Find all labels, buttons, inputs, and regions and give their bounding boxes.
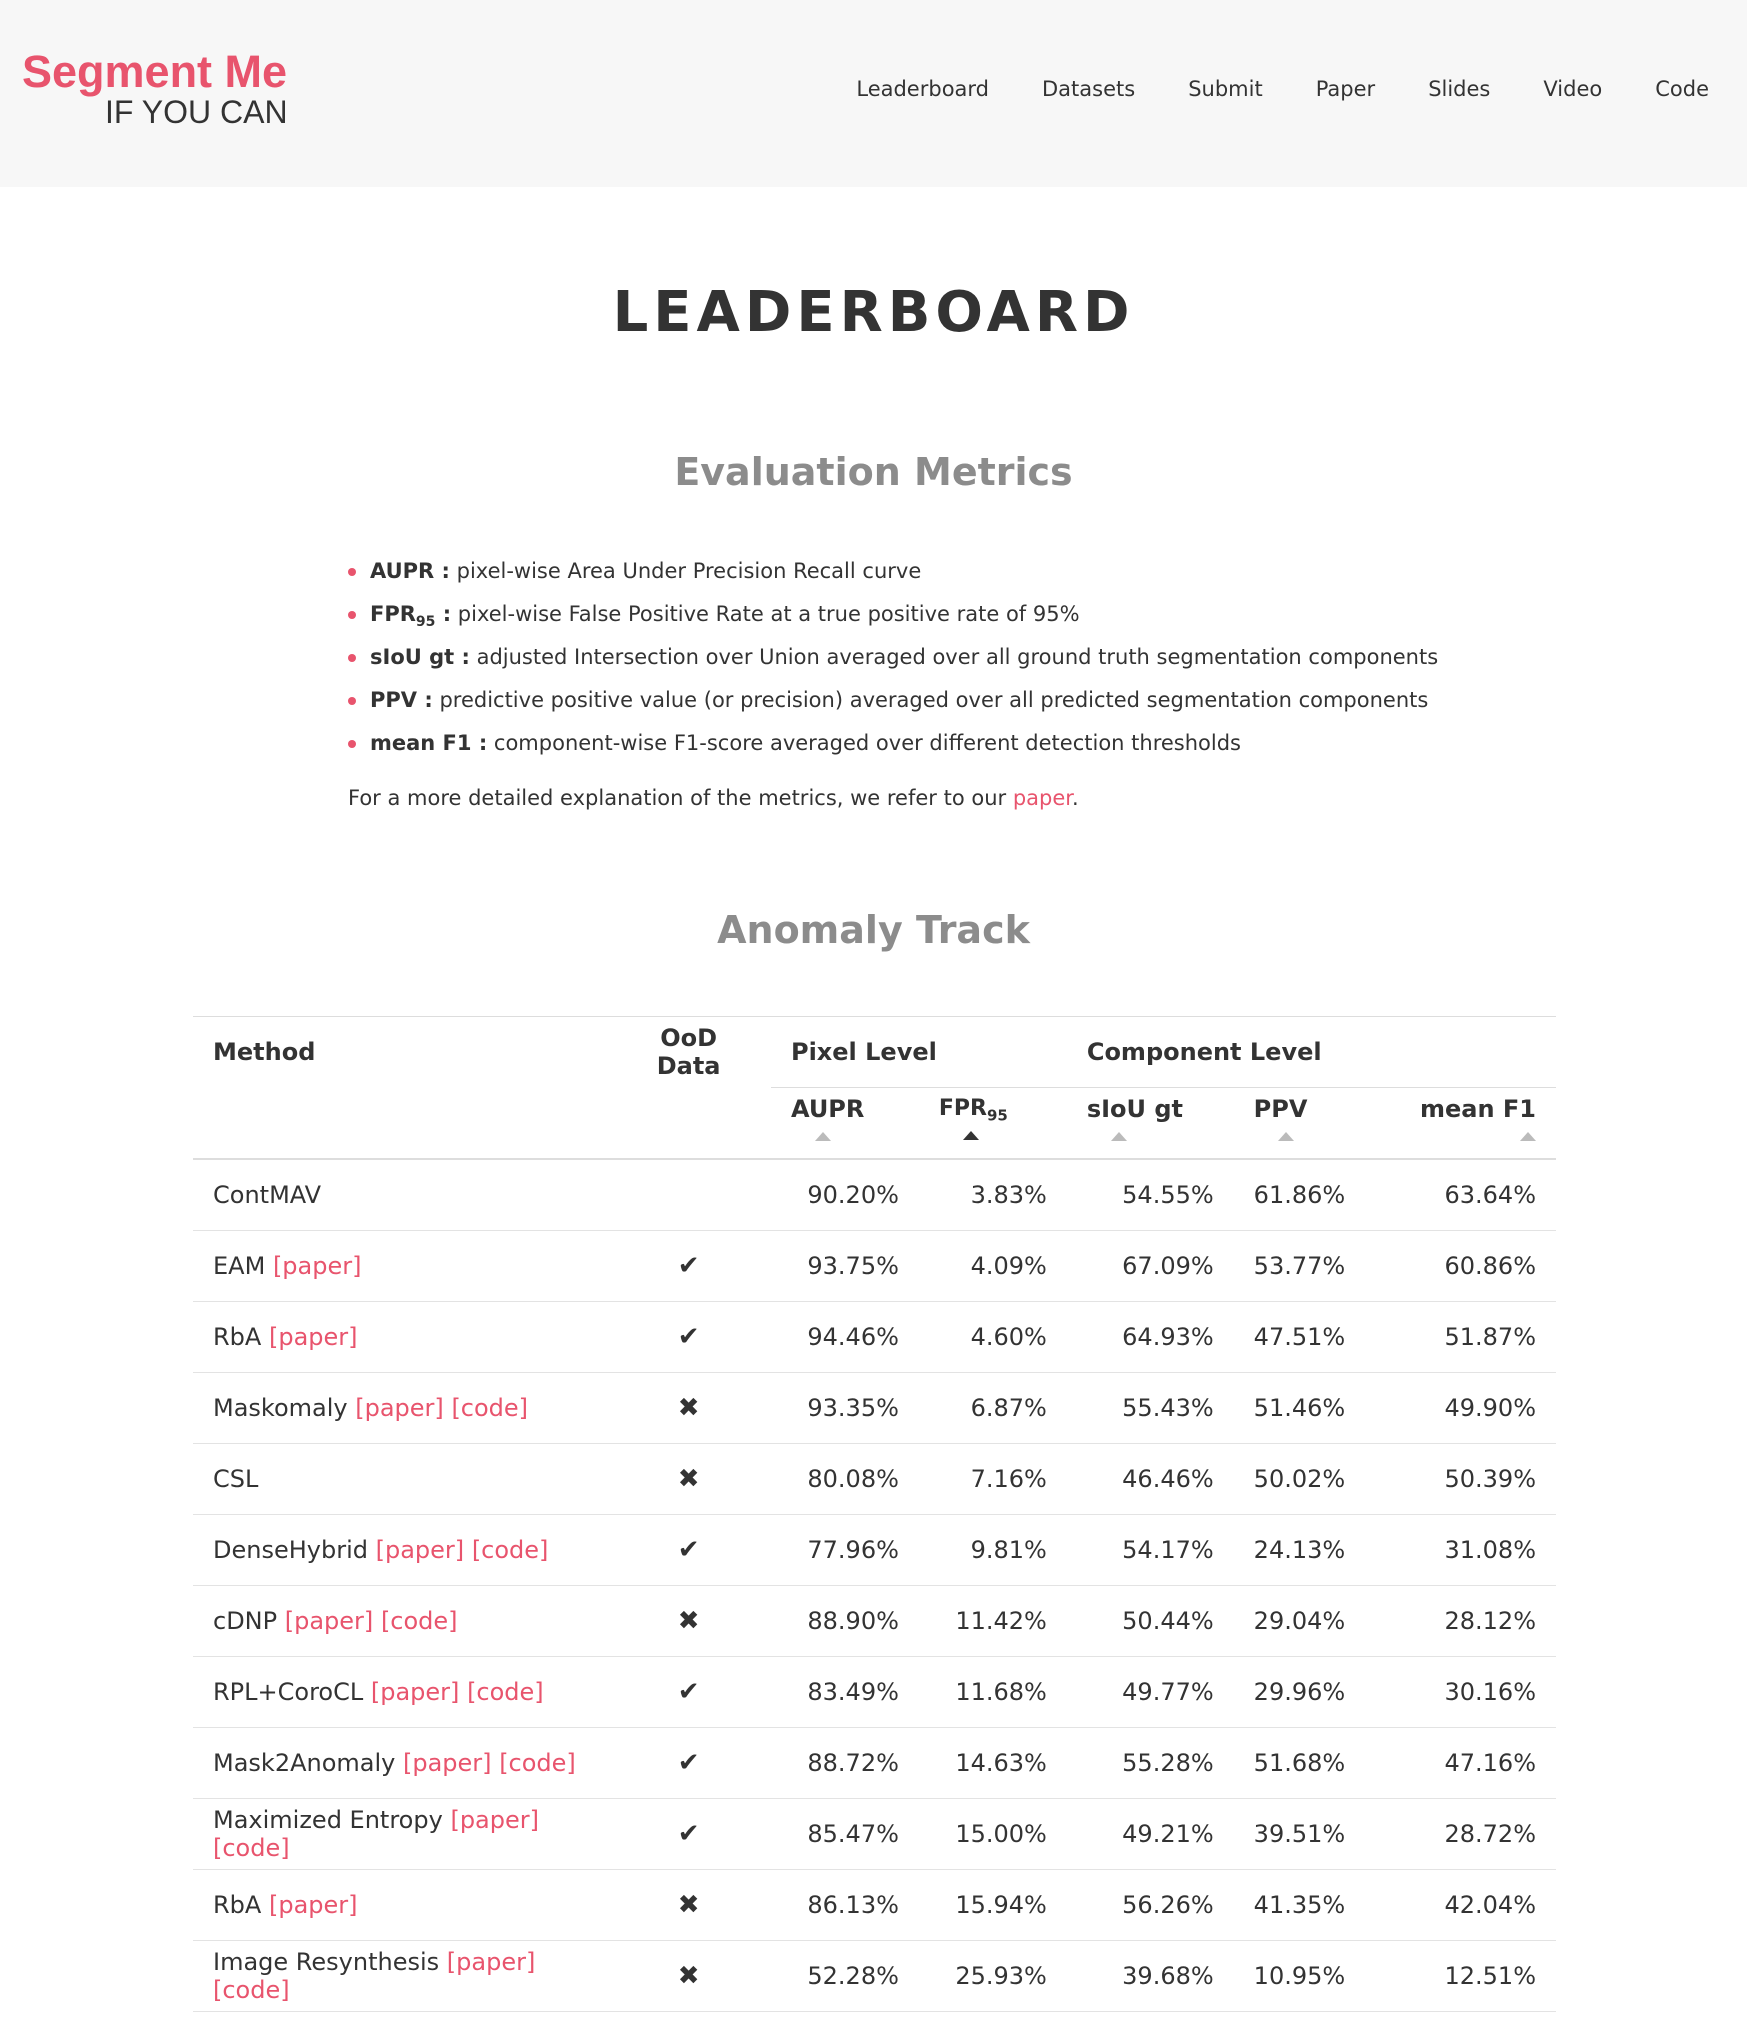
header-fpr: FPR <box>938 1096 987 1122</box>
metric-item <box>348 685 1448 728</box>
cell-fpr: 11.42% <box>919 1586 1067 1657</box>
cell-siou: 49.21% <box>1067 1799 1234 1870</box>
cell-fpr: 3.83% <box>919 1159 1067 1231</box>
bullet-icon <box>348 697 356 705</box>
cell-f1: 31.08% <box>1365 1515 1556 1586</box>
method-name: Mask2Anomaly <box>213 1749 396 1777</box>
explain-text: For a more detailed explanation of the metrics, we refer to our <box>348 786 1013 810</box>
method-name: cDNP <box>213 1607 278 1635</box>
table-row <box>193 1231 1556 1302</box>
table-row <box>193 1159 1556 1231</box>
nav-code[interactable]: Code <box>1655 77 1709 101</box>
cell-fpr: 15.94% <box>919 1870 1067 1941</box>
cell-method <box>193 1941 606 2012</box>
method-code-link[interactable]: [code] <box>213 1976 290 2004</box>
cross-icon: ✖ <box>606 1941 771 2012</box>
cell-aupr: 90.20% <box>771 1159 919 1231</box>
metric-desc: component-wise F1-score averaged over different detection thresholds <box>487 731 1241 755</box>
table-row <box>193 1657 1556 1728</box>
header-component-level: Component Level <box>1067 1017 1556 1088</box>
cell-f1: 50.39% <box>1365 1444 1556 1515</box>
cell-siou: 55.28% <box>1067 1728 1234 1799</box>
table-row <box>193 1728 1556 1799</box>
metric-term: PPV : <box>370 688 433 712</box>
method-name: Image Resynthesis <box>213 1948 440 1976</box>
header-ppv: PPV <box>1253 1095 1308 1123</box>
cell-ppv: 53.77% <box>1234 1231 1366 1302</box>
method-paper-link[interactable]: [paper] <box>284 1607 374 1635</box>
sort-arrow-icon <box>1278 1132 1294 1141</box>
method-code-link[interactable]: [code] <box>467 1678 544 1706</box>
bullet-icon <box>348 740 356 748</box>
metric-item <box>348 642 1448 685</box>
metric-term-text: sIoU gt <box>370 645 455 669</box>
cell-f1: 49.90% <box>1365 1373 1556 1444</box>
header-spacer-1 <box>193 1088 606 1160</box>
cell-f1: 60.86% <box>1365 1231 1556 1302</box>
check-icon: ✔ <box>606 1799 771 1870</box>
cell-ppv: 29.04% <box>1234 1586 1366 1657</box>
nav-submit[interactable]: Submit <box>1188 77 1263 101</box>
cell-siou: 46.46% <box>1067 1444 1234 1515</box>
nav-slides[interactable]: Slides <box>1428 77 1491 101</box>
cell-fpr: 4.60% <box>919 1302 1067 1373</box>
cell-f1: 51.87% <box>1365 1302 1556 1373</box>
site-logo[interactable] <box>22 48 288 128</box>
method-code-link[interactable]: [code] <box>451 1394 529 1422</box>
check-icon: ✔ <box>606 1231 771 1302</box>
cell-siou: 54.17% <box>1067 1515 1234 1586</box>
metric-term-text: mean F1 <box>370 731 472 755</box>
cell-fpr: 6.87% <box>919 1373 1067 1444</box>
header-fpr-sub: 95 <box>987 1106 1008 1125</box>
table-row <box>193 1515 1556 1586</box>
cell-method <box>193 1799 606 1870</box>
sort-arrow-icon <box>1111 1132 1127 1141</box>
table-row <box>193 1799 1556 1870</box>
cell-siou: 50.44% <box>1067 1586 1234 1657</box>
cell-method <box>193 1373 606 1444</box>
cell-method <box>193 1728 606 1799</box>
method-code-link[interactable]: [code] <box>499 1749 576 1777</box>
logo-title: Segment Me <box>22 46 288 97</box>
metrics-explanation <box>348 786 1079 810</box>
check-icon: ✔ <box>606 1302 771 1373</box>
cell-fpr: 25.93% <box>919 1941 1067 2012</box>
cell-siou: 64.93% <box>1067 1302 1234 1373</box>
cell-aupr: 94.46% <box>771 1302 919 1373</box>
method-paper-link[interactable]: [paper] <box>403 1749 492 1777</box>
method-paper-link[interactable]: [paper] <box>355 1394 444 1422</box>
cell-f1: 63.64% <box>1365 1159 1556 1231</box>
metric-item <box>348 599 1448 642</box>
cell-aupr: 88.90% <box>771 1586 919 1657</box>
cell-f1: 28.72% <box>1365 1799 1556 1870</box>
bullet-icon <box>348 654 356 662</box>
cell-aupr: 88.72% <box>771 1728 919 1799</box>
cell-method <box>193 1515 606 1586</box>
method-name: EAM <box>213 1252 266 1280</box>
check-icon: ✔ <box>606 1728 771 1799</box>
cell-f1: 47.16% <box>1365 1728 1556 1799</box>
metric-term: AUPR : <box>370 559 450 583</box>
cell-method <box>193 1231 606 1302</box>
ood-empty <box>606 1159 771 1231</box>
header-spacer-2 <box>606 1088 771 1160</box>
bullet-icon <box>348 611 356 619</box>
cell-fpr: 15.00% <box>919 1799 1067 1870</box>
method-code-link[interactable]: [code] <box>380 1607 458 1635</box>
method-paper-link[interactable]: [paper] <box>268 1323 358 1351</box>
metric-term: mean F1 : <box>370 731 488 755</box>
table-row <box>193 1941 1556 2012</box>
nav-leaderboard[interactable]: Leaderboard <box>856 77 990 101</box>
metric-desc: predictive positive value (or precision) averaged over all predicted segmentation components <box>432 688 1429 712</box>
cross-icon: ✖ <box>606 1373 771 1444</box>
paper-link[interactable]: paper <box>1012 786 1072 810</box>
cell-ppv: 41.35% <box>1234 1870 1366 1941</box>
cell-aupr: 80.08% <box>771 1444 919 1515</box>
method-name: RbA <box>213 1891 262 1919</box>
cell-method <box>193 1159 606 1231</box>
metric-term: $FPR_{95}$ : <box>370 602 452 631</box>
cell-fpr: 14.63% <box>919 1728 1067 1799</box>
cell-siou: 39.68% <box>1067 1941 1234 2012</box>
metric-item <box>348 556 1448 599</box>
method-paper-link[interactable]: [paper] <box>446 1948 536 1976</box>
nav-video[interactable]: Video <box>1543 77 1603 101</box>
header-ood: OoD Data <box>656 1024 721 1081</box>
logo-subtitle: IF YOU CAN <box>105 94 288 130</box>
method-code-link[interactable]: [code] <box>471 1536 549 1564</box>
cell-siou: 56.26% <box>1067 1870 1234 1941</box>
header-f1: mean F1 <box>1419 1095 1536 1123</box>
page-title: LEADERBOARD <box>612 280 1135 345</box>
cell-fpr: 7.16% <box>919 1444 1067 1515</box>
cell-ppv: 51.46% <box>1234 1373 1366 1444</box>
sort-ppv[interactable] <box>1234 1088 1366 1160</box>
metric-term-sub: 95 <box>415 614 436 631</box>
metric-term-text: PPV <box>370 688 418 712</box>
cell-f1: 28.12% <box>1365 1586 1556 1657</box>
cell-method <box>193 1870 606 1941</box>
metrics-section-title: Evaluation Metrics <box>674 450 1073 494</box>
leaderboard-table <box>193 1016 1556 2012</box>
main-nav <box>803 77 1709 101</box>
metric-desc: pixel-wise Area Under Precision Recall curve <box>449 559 922 583</box>
check-icon: ✔ <box>606 1515 771 1586</box>
cell-ppv: 47.51% <box>1234 1302 1366 1373</box>
metric-term-text: FPR <box>370 602 416 626</box>
sort-arrow-icon <box>1520 1132 1536 1141</box>
cell-ppv: 24.13% <box>1234 1515 1366 1586</box>
sort-f1[interactable] <box>1365 1088 1556 1160</box>
table-body <box>193 1159 1556 2012</box>
method-name: CSL <box>213 1465 259 1493</box>
method-name: Maskomaly <box>213 1394 348 1422</box>
cell-ppv: 39.51% <box>1234 1799 1366 1870</box>
site-header <box>0 0 1747 187</box>
metrics-list <box>348 556 1448 771</box>
check-icon: ✔ <box>606 1657 771 1728</box>
cell-ppv: 61.86% <box>1234 1159 1366 1231</box>
anomaly-track-title: Anomaly Track <box>717 908 1030 952</box>
method-paper-link[interactable]: [paper] <box>268 1891 358 1919</box>
cross-icon: ✖ <box>606 1444 771 1515</box>
cell-fpr: 4.09% <box>919 1231 1067 1302</box>
metric-term: sIoU gt : <box>370 645 470 669</box>
cell-f1: 30.16% <box>1365 1657 1556 1728</box>
metric-desc: adjusted Intersection over Union averaged over all ground truth segmentation components <box>469 645 1439 669</box>
cell-ppv: 51.68% <box>1234 1728 1366 1799</box>
method-code-link[interactable]: [code] <box>213 1834 290 1862</box>
sort-fpr[interactable] <box>919 1088 1067 1160</box>
method-name: ContMAV <box>213 1181 322 1209</box>
cell-aupr: 85.47% <box>771 1799 919 1870</box>
sort-aupr[interactable] <box>771 1088 919 1160</box>
method-name: RPL+CoroCL <box>213 1678 364 1706</box>
sort-siou[interactable] <box>1067 1088 1234 1160</box>
header-aupr: AUPR <box>790 1095 865 1123</box>
table-row <box>193 1586 1556 1657</box>
table-row <box>193 1373 1556 1444</box>
cell-aupr: 52.28% <box>771 1941 919 2012</box>
cell-aupr: 93.75% <box>771 1231 919 1302</box>
cell-ppv: 50.02% <box>1234 1444 1366 1515</box>
cell-aupr: 77.96% <box>771 1515 919 1586</box>
cell-siou: 49.77% <box>1067 1657 1234 1728</box>
metric-item <box>348 728 1448 771</box>
nav-datasets[interactable]: Datasets <box>1042 77 1136 101</box>
cell-aupr: 86.13% <box>771 1870 919 1941</box>
cross-icon: ✖ <box>606 1870 771 1941</box>
cell-aupr: 93.35% <box>771 1373 919 1444</box>
metric-desc: pixel-wise False Positive Rate at a true positive rate of 95% <box>451 602 1080 626</box>
cell-fpr: 11.68% <box>919 1657 1067 1728</box>
table-row <box>193 1302 1556 1373</box>
bullet-icon <box>348 568 356 576</box>
cell-siou: 67.09% <box>1067 1231 1234 1302</box>
cell-method <box>193 1657 606 1728</box>
header-siou: sIoU gt <box>1086 1095 1184 1123</box>
header-pixel-level: Pixel Level <box>771 1017 1067 1088</box>
method-paper-link[interactable]: [paper] <box>375 1536 465 1564</box>
method-name: RbA <box>213 1323 262 1351</box>
cross-icon: ✖ <box>606 1586 771 1657</box>
sort-arrow-active-icon <box>963 1131 979 1140</box>
cell-f1: 12.51% <box>1365 1941 1556 2012</box>
method-name: Maximized Entropy <box>213 1806 443 1834</box>
cell-method <box>193 1586 606 1657</box>
method-paper-link[interactable]: [paper] <box>370 1678 460 1706</box>
cell-ppv: 10.95% <box>1234 1941 1366 2012</box>
table-row <box>193 1444 1556 1515</box>
cell-siou: 54.55% <box>1067 1159 1234 1231</box>
cell-aupr: 83.49% <box>771 1657 919 1728</box>
method-paper-link[interactable]: [paper] <box>450 1806 539 1834</box>
cell-ppv: 29.96% <box>1234 1657 1366 1728</box>
method-paper-link[interactable]: [paper] <box>272 1252 362 1280</box>
cell-siou: 55.43% <box>1067 1373 1234 1444</box>
cell-method <box>193 1444 606 1515</box>
method-name: DenseHybrid <box>213 1536 368 1564</box>
cell-method <box>193 1302 606 1373</box>
sort-arrow-icon <box>815 1132 831 1141</box>
header-method: Method <box>213 1038 316 1067</box>
metric-term-text: AUPR <box>370 559 435 583</box>
cell-f1: 42.04% <box>1365 1870 1556 1941</box>
table-row <box>193 1870 1556 1941</box>
explain-end: . <box>1071 786 1079 810</box>
cell-fpr: 9.81% <box>919 1515 1067 1586</box>
nav-paper[interactable]: Paper <box>1315 77 1376 101</box>
